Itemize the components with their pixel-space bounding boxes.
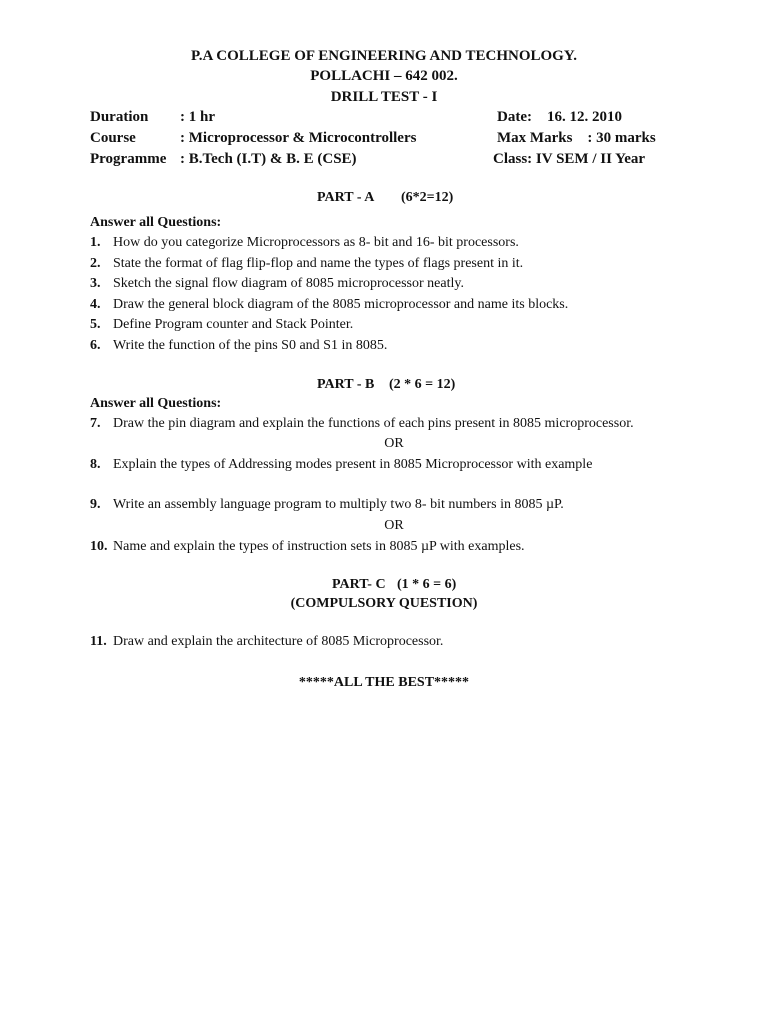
question-item: 5. Define Program counter and Stack Pointer. bbox=[90, 317, 354, 332]
max-marks: Max Marks : 30 marks bbox=[497, 130, 656, 146]
exam-date: Date: 16. 12. 2010 bbox=[497, 109, 622, 125]
question-item: 2. State the format of flag flip-flop and name the types of flags present in it. bbox=[90, 256, 524, 271]
part-b-marks: (2 * 6 = 12) bbox=[389, 377, 456, 392]
part-c-subheading: (COMPULSORY QUESTION) bbox=[290, 596, 478, 611]
test-title: DRILL TEST - I bbox=[330, 89, 438, 105]
question-item: 8. Explain the types of Addressing modes present in 8085 Microprocessor with example bbox=[90, 457, 593, 472]
course-value: : Microprocessor & Microcontrollers bbox=[180, 130, 417, 146]
question-item: 10. Name and explain the types of instruction sets in 8085 µP with examples. bbox=[90, 539, 525, 554]
question-item: 7. Draw the pin diagram and explain the functions of each pins present in 8085 microprocessor. bbox=[90, 416, 634, 431]
programme-value: : B.Tech (I.T) & B. E (CSE) bbox=[180, 151, 357, 167]
course-label: Course bbox=[90, 130, 136, 146]
part-a-marks: (6*2=12) bbox=[401, 190, 454, 205]
or-separator: OR bbox=[384, 436, 404, 451]
programme-label: Programme bbox=[90, 151, 167, 167]
class-info: Class: IV SEM / II Year bbox=[493, 151, 646, 167]
part-c-marks: (1 * 6 = 6) bbox=[397, 577, 457, 592]
question-item: 1. How do you categorize Microprocessors as 8- bit and 16- bit processors. bbox=[90, 235, 519, 250]
part-a-heading: PART - A bbox=[317, 190, 375, 205]
question-item: 4. Draw the general block diagram of the 8085 microprocessor and name its blocks. bbox=[90, 297, 569, 312]
question-item: 6. Write the function of the pins S0 and S1 in 8085. bbox=[90, 338, 388, 353]
question-item: 9. Write an assembly language program to multiply two 8- bit numbers in 8085 µP. bbox=[90, 497, 564, 512]
duration-label: Duration bbox=[90, 109, 149, 125]
part-b-heading: PART - B bbox=[317, 377, 375, 392]
part-c-heading: PART- C bbox=[332, 577, 386, 592]
college-name: P.A COLLEGE OF ENGINEERING AND TECHNOLOGY. bbox=[190, 48, 578, 64]
question-item: 11. Draw and explain the architecture of 8085 Microprocessor. bbox=[90, 634, 444, 649]
closing-message: *****ALL THE BEST***** bbox=[298, 675, 470, 690]
duration-value: : 1 hr bbox=[180, 109, 215, 125]
or-separator: OR bbox=[384, 518, 404, 533]
part-a-instruction: Answer all Questions: bbox=[90, 215, 222, 230]
question-item: 3. Sketch the signal flow diagram of 8085 microprocessor neatly. bbox=[90, 276, 464, 291]
college-location: POLLACHI – 642 002. bbox=[310, 68, 458, 84]
part-b-instruction: Answer all Questions: bbox=[90, 396, 222, 411]
